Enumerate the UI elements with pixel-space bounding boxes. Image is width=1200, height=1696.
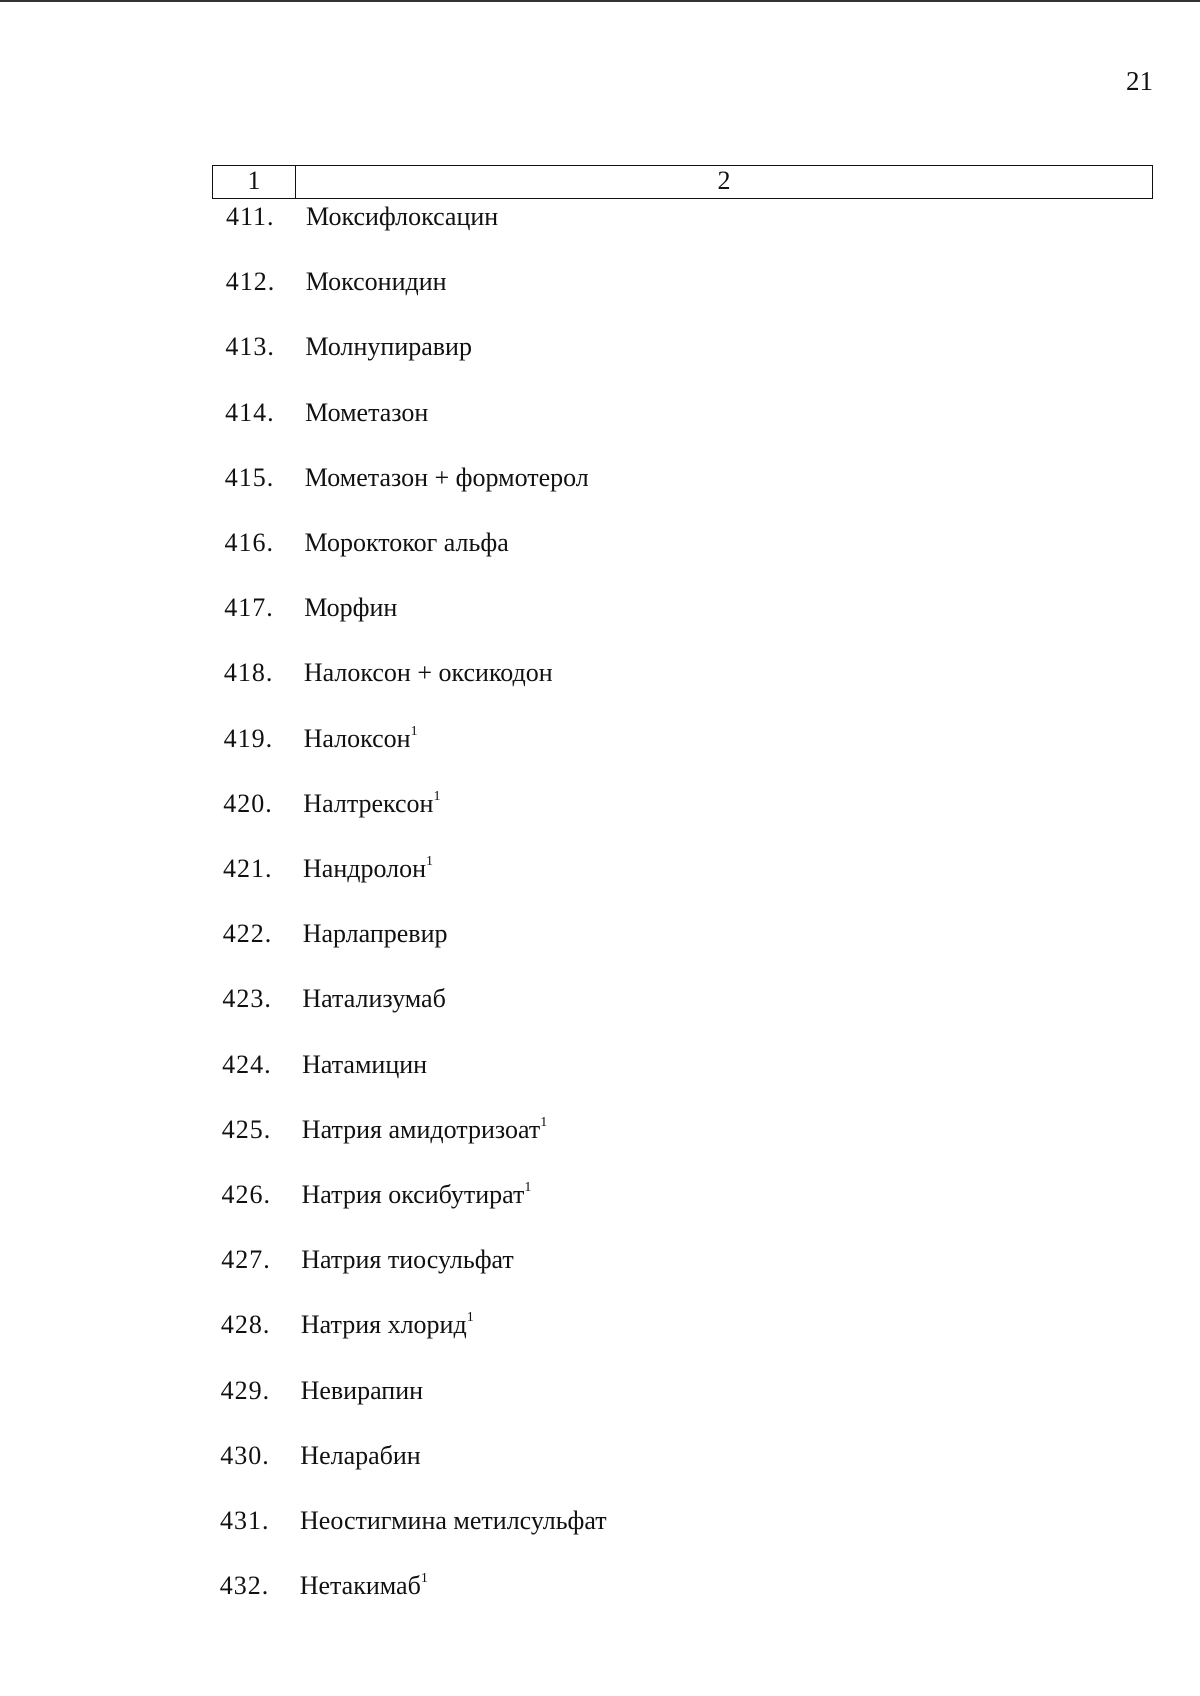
drug-name — [302, 982, 445, 1016]
drug-name — [305, 330, 472, 364]
drug-name — [304, 722, 418, 756]
drug-name — [303, 787, 440, 821]
row-number: 427. — [221, 1245, 271, 1275]
drug-name-text: Натрия оксибутират — [301, 1180, 525, 1209]
row-number: 411. — [226, 202, 275, 231]
footnote-marker: 1 — [524, 1180, 532, 1195]
drug-name — [305, 396, 428, 430]
row-number: 425. — [221, 1114, 272, 1144]
row-number: 426. — [221, 1180, 271, 1209]
drug-name — [301, 1374, 423, 1408]
page-number: 21 — [1126, 66, 1153, 96]
table-header-col2: 2 — [717, 166, 731, 195]
drug-name-text: Натамицин — [302, 1049, 428, 1079]
drug-name-text: Неостигмина метилсульфат — [300, 1506, 607, 1535]
row-number: 423. — [222, 984, 272, 1014]
drug-name — [303, 917, 448, 951]
drug-name-text: Налтрексон — [303, 788, 434, 818]
drug-name — [301, 1308, 474, 1342]
table-header — [212, 165, 1153, 199]
row-number: 418. — [223, 658, 274, 688]
drug-name-text: Натрия амидотризоат — [301, 1114, 541, 1144]
drug-name-text: Нарлапревир — [302, 919, 448, 949]
footnote-marker: 1 — [420, 1571, 428, 1587]
drug-name — [306, 265, 447, 299]
row-number: 413. — [225, 332, 275, 362]
drug-name — [305, 526, 509, 560]
drug-name-text: Натрия тиосульфат — [301, 1245, 514, 1275]
row-number: 421. — [223, 854, 273, 883]
row-number: 416. — [224, 528, 274, 557]
footnote-marker: 1 — [410, 723, 418, 739]
drug-name-text: Молнупиравир — [305, 332, 472, 362]
row-number: 424. — [222, 1049, 272, 1079]
drug-name-text: Натализумаб — [302, 984, 446, 1014]
footnote-marker: 1 — [426, 854, 434, 869]
drug-name — [302, 1113, 547, 1147]
drug-name-text: Налоксон + оксикодон — [303, 658, 553, 688]
row-number: 431. — [220, 1506, 270, 1535]
drug-name — [301, 1243, 514, 1277]
drug-name-text: Мометазон + формотерол — [304, 462, 589, 492]
row-number: 429. — [220, 1375, 271, 1405]
row-number: 419. — [223, 723, 274, 753]
row-number: 417. — [224, 593, 274, 623]
row-number: 430. — [220, 1440, 270, 1470]
row-number: 412. — [225, 267, 276, 297]
drug-name-text: Невирапин — [300, 1375, 424, 1405]
drug-name — [305, 461, 589, 495]
drug-name-text: Нандролон — [303, 854, 427, 883]
drug-name-text: Неларабин — [300, 1440, 421, 1470]
footnote-marker: 1 — [466, 1310, 474, 1326]
drug-name-text: Налоксон — [303, 723, 411, 753]
drug-name — [300, 1569, 428, 1603]
drug-name — [304, 591, 397, 625]
drug-name-text: Мометазон — [305, 397, 429, 427]
drug-name — [300, 1439, 420, 1473]
drug-name-text: Моксонидин — [305, 267, 447, 297]
row-number: 420. — [223, 788, 273, 818]
footnote-marker: 1 — [540, 1114, 548, 1130]
row-number: 422. — [222, 919, 273, 949]
drug-name — [306, 200, 498, 234]
drug-name — [303, 852, 433, 886]
row-number: 428. — [220, 1310, 271, 1340]
drug-name — [300, 1504, 607, 1538]
drug-name-text: Морфин — [304, 593, 398, 623]
drug-name — [302, 1178, 532, 1212]
drug-name-text: Натрия хлорид — [300, 1310, 467, 1340]
row-number: 415. — [224, 462, 275, 492]
drug-name-text: Нетакимаб — [299, 1571, 421, 1601]
row-number: 414. — [225, 397, 275, 427]
drug-name-text: Мороктоког альфа — [304, 528, 509, 557]
row-number: 432. — [219, 1571, 270, 1601]
drug-name — [304, 656, 553, 690]
footnote-marker: 1 — [433, 788, 441, 804]
top-rule — [0, 0, 1200, 2]
table-header-col1: 1 — [213, 166, 296, 198]
drug-name — [302, 1048, 427, 1082]
drug-name-text: Моксифлоксацин — [306, 202, 499, 231]
